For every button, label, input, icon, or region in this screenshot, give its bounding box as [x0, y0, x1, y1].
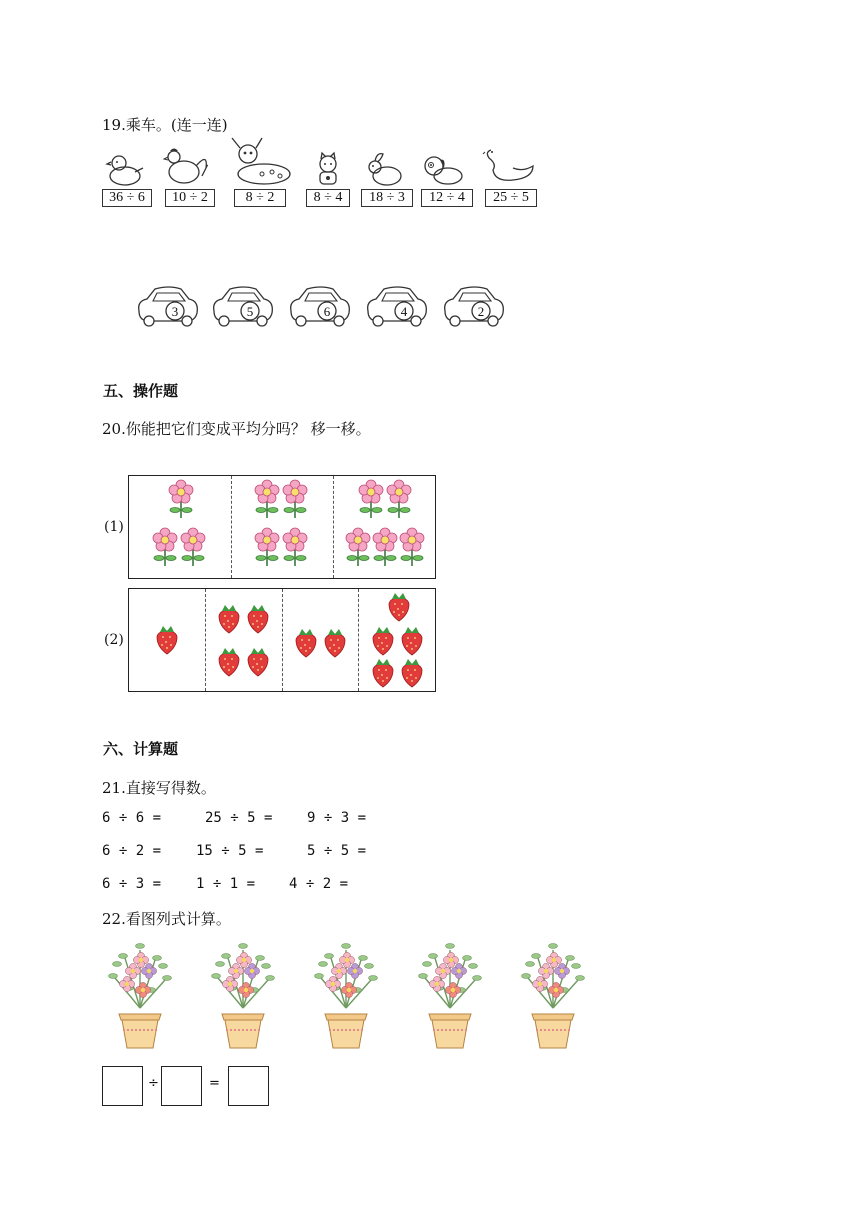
- q22-title: 22.看图列式计算。: [102, 910, 231, 928]
- strawberry-icon[interactable]: [371, 626, 395, 656]
- calc-item: 25 ÷ 5 =: [205, 810, 273, 826]
- answer-box-dividend[interactable]: [102, 1066, 143, 1106]
- flower-icon[interactable]: [168, 480, 194, 520]
- strawberry-icon[interactable]: [371, 658, 395, 688]
- strawberry-icon[interactable]: [217, 604, 241, 634]
- car-icon[interactable]: [287, 285, 353, 329]
- q21-title: 21.直接写得数。: [102, 779, 216, 797]
- divider: [282, 589, 283, 691]
- car-number: 6: [323, 304, 331, 319]
- flower-pot-icon: [309, 938, 383, 1050]
- q19-title: 19.乘车。(连一连): [102, 116, 228, 134]
- dog-icon: [420, 152, 466, 188]
- strawberry-icon[interactable]: [246, 647, 270, 677]
- strawberry-icon[interactable]: [155, 625, 179, 655]
- car-number: 4: [400, 304, 408, 319]
- q20-part2-label: (2): [104, 632, 124, 648]
- goose-icon: [483, 146, 537, 186]
- section-6-title: 六、计算题: [103, 740, 179, 758]
- calc-item: 4 ÷ 2 =: [289, 876, 349, 892]
- strawberry-icon[interactable]: [294, 628, 318, 658]
- strawberry-icon[interactable]: [323, 628, 347, 658]
- chick-icon: [105, 152, 145, 186]
- expr-label-3: 8 ÷ 2: [234, 189, 286, 207]
- flower-icon[interactable]: [254, 528, 280, 568]
- strawberry-icon[interactable]: [387, 592, 411, 622]
- calc-item: 6 ÷ 6 =: [102, 810, 162, 826]
- divider: [231, 476, 232, 578]
- car-number: 3: [171, 304, 179, 319]
- flower-icon[interactable]: [345, 528, 371, 568]
- equals-sign: =: [209, 1076, 220, 1091]
- car-number: 5: [246, 304, 254, 319]
- flower-icon[interactable]: [358, 480, 384, 520]
- strawberry-icon[interactable]: [400, 626, 424, 656]
- car-number: 2: [477, 304, 485, 319]
- calc-item: 6 ÷ 3 =: [102, 876, 162, 892]
- calc-item: 15 ÷ 5 =: [196, 843, 264, 859]
- q20-title: 20.你能把它们变成平均分吗？ 移一移。: [102, 420, 371, 438]
- flower-icon[interactable]: [254, 480, 280, 520]
- cat-icon: [310, 152, 346, 188]
- expr-label-7: 25 ÷ 5: [485, 189, 537, 207]
- rabbit-icon: [363, 152, 407, 188]
- flower-icon[interactable]: [372, 528, 398, 568]
- car-icon[interactable]: [441, 285, 507, 329]
- expr-label-1: 36 ÷ 6: [102, 189, 152, 207]
- car-icon[interactable]: [364, 285, 430, 329]
- flower-icon[interactable]: [399, 528, 425, 568]
- strawberry-icon[interactable]: [400, 658, 424, 688]
- car-icon[interactable]: [135, 285, 201, 329]
- deer-icon: [228, 136, 294, 188]
- divider: [205, 589, 206, 691]
- expr-label-2: 10 ÷ 2: [165, 189, 215, 207]
- strawberry-icon[interactable]: [217, 647, 241, 677]
- calc-item: 9 ÷ 3 =: [307, 810, 367, 826]
- expr-label-4: 8 ÷ 4: [306, 189, 350, 207]
- divide-sign: ÷: [148, 1076, 159, 1091]
- car-icon[interactable]: [210, 285, 276, 329]
- divider: [358, 589, 359, 691]
- flower-pot-icon: [206, 938, 280, 1050]
- flower-icon[interactable]: [180, 528, 206, 568]
- flower-pot-icon: [103, 938, 177, 1050]
- flower-icon[interactable]: [386, 480, 412, 520]
- answer-box-divisor[interactable]: [161, 1066, 202, 1106]
- calc-item: 5 ÷ 5 =: [307, 843, 367, 859]
- section-5-title: 五、操作题: [103, 382, 179, 400]
- flower-icon[interactable]: [282, 480, 308, 520]
- answer-box-quotient[interactable]: [228, 1066, 269, 1106]
- flower-pot-icon: [413, 938, 487, 1050]
- q20-part1-label: (1): [104, 519, 124, 535]
- strawberry-icon[interactable]: [246, 604, 270, 634]
- flower-icon[interactable]: [282, 528, 308, 568]
- rooster-icon: [162, 146, 212, 186]
- calc-item: 1 ÷ 1 =: [196, 876, 256, 892]
- calc-item: 6 ÷ 2 =: [102, 843, 162, 859]
- divider: [333, 476, 334, 578]
- flower-pot-icon: [516, 938, 590, 1050]
- expr-label-6: 12 ÷ 4: [421, 189, 473, 207]
- flower-icon[interactable]: [152, 528, 178, 568]
- expr-label-5: 18 ÷ 3: [361, 189, 413, 207]
